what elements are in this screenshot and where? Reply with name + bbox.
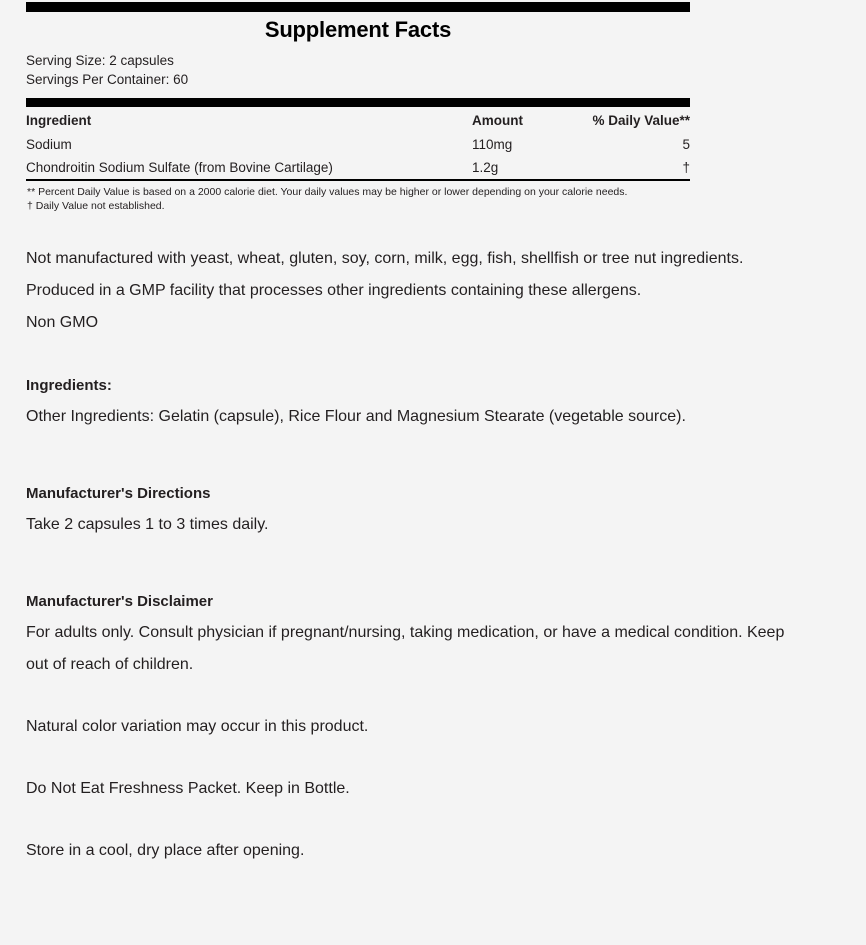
table-header-row: [26, 107, 690, 133]
ingredients-heading: Ingredients:: [26, 377, 112, 394]
panel-footnotes: [26, 181, 690, 213]
spacer: [26, 573, 816, 587]
spacer: [26, 743, 816, 773]
panel-title: Supplement Facts: [264, 17, 452, 42]
freshness-packet-notice: Do Not Eat Freshness Packet. Keep in Bottle.: [26, 780, 350, 797]
footnote-daily-value: ** Percent Daily Value is based on a 2000 calorie diet. Your daily values may be higher or lower depending on your calorie needs.: [27, 186, 628, 199]
storage-instructions: Store in a cool, dry place after opening.: [26, 842, 305, 859]
footnote-dagger: † Daily Value not established.: [27, 199, 165, 212]
column-header-daily-value: % Daily Value**: [592, 113, 690, 129]
panel-top-rule: [26, 2, 690, 12]
table-row: [26, 133, 690, 156]
column-header-amount: Amount: [472, 113, 523, 129]
directions-heading: Manufacturer's Directions: [26, 485, 211, 502]
spacer: [26, 681, 816, 711]
disclaimer-text: For adults only. Consult physician if pregnant/nursing, taking medication, or have a medical condition. Keep out of reach of children.: [26, 624, 785, 673]
table-row: [26, 156, 690, 179]
row-ingredient-name: Sodium: [26, 137, 72, 153]
serving-size: Serving Size: 2 capsules: [26, 53, 174, 69]
spacer: [26, 541, 816, 573]
spacer: [26, 339, 816, 371]
spacer: [26, 433, 816, 465]
column-header-ingredient: Ingredient: [26, 113, 92, 129]
other-ingredients-text: Other Ingredients: Gelatin (capsule), Rice Flour and Magnesium Stearate (vegetable source).: [26, 408, 686, 425]
allergen-statement: Not manufactured with yeast, wheat, gluten, soy, corn, milk, egg, fish, shellfish or tree nut ingredients. Produced in a GMP facility that processes other ingredients containing these allergens.: [26, 250, 744, 299]
directions-text: Take 2 capsules 1 to 3 times daily.: [26, 516, 269, 533]
disclaimer-heading: Manufacturer's Disclaimer: [26, 593, 213, 610]
label-body: [26, 243, 816, 867]
nutrition-table: [26, 107, 690, 179]
row-ingredient-amount: 1.2g: [472, 160, 499, 176]
supplement-facts-panel: [26, 0, 690, 213]
row-ingredient-daily-value: 5: [682, 137, 690, 153]
spacer: [26, 465, 816, 479]
row-ingredient-daily-value: †: [682, 160, 690, 176]
panel-header-rule: [26, 98, 690, 107]
serving-info: [26, 51, 690, 89]
row-ingredient-name: Chondroitin Sodium Sulfate (from Bovine Cartilage): [26, 160, 333, 176]
servings-per-container: Servings Per Container: 60: [26, 72, 189, 88]
spacer: [26, 805, 816, 835]
row-ingredient-amount: 110mg: [472, 137, 513, 153]
color-variation-notice: Natural color variation may occur in this product.: [26, 718, 369, 735]
non-gmo-statement: Non GMO: [26, 314, 99, 331]
